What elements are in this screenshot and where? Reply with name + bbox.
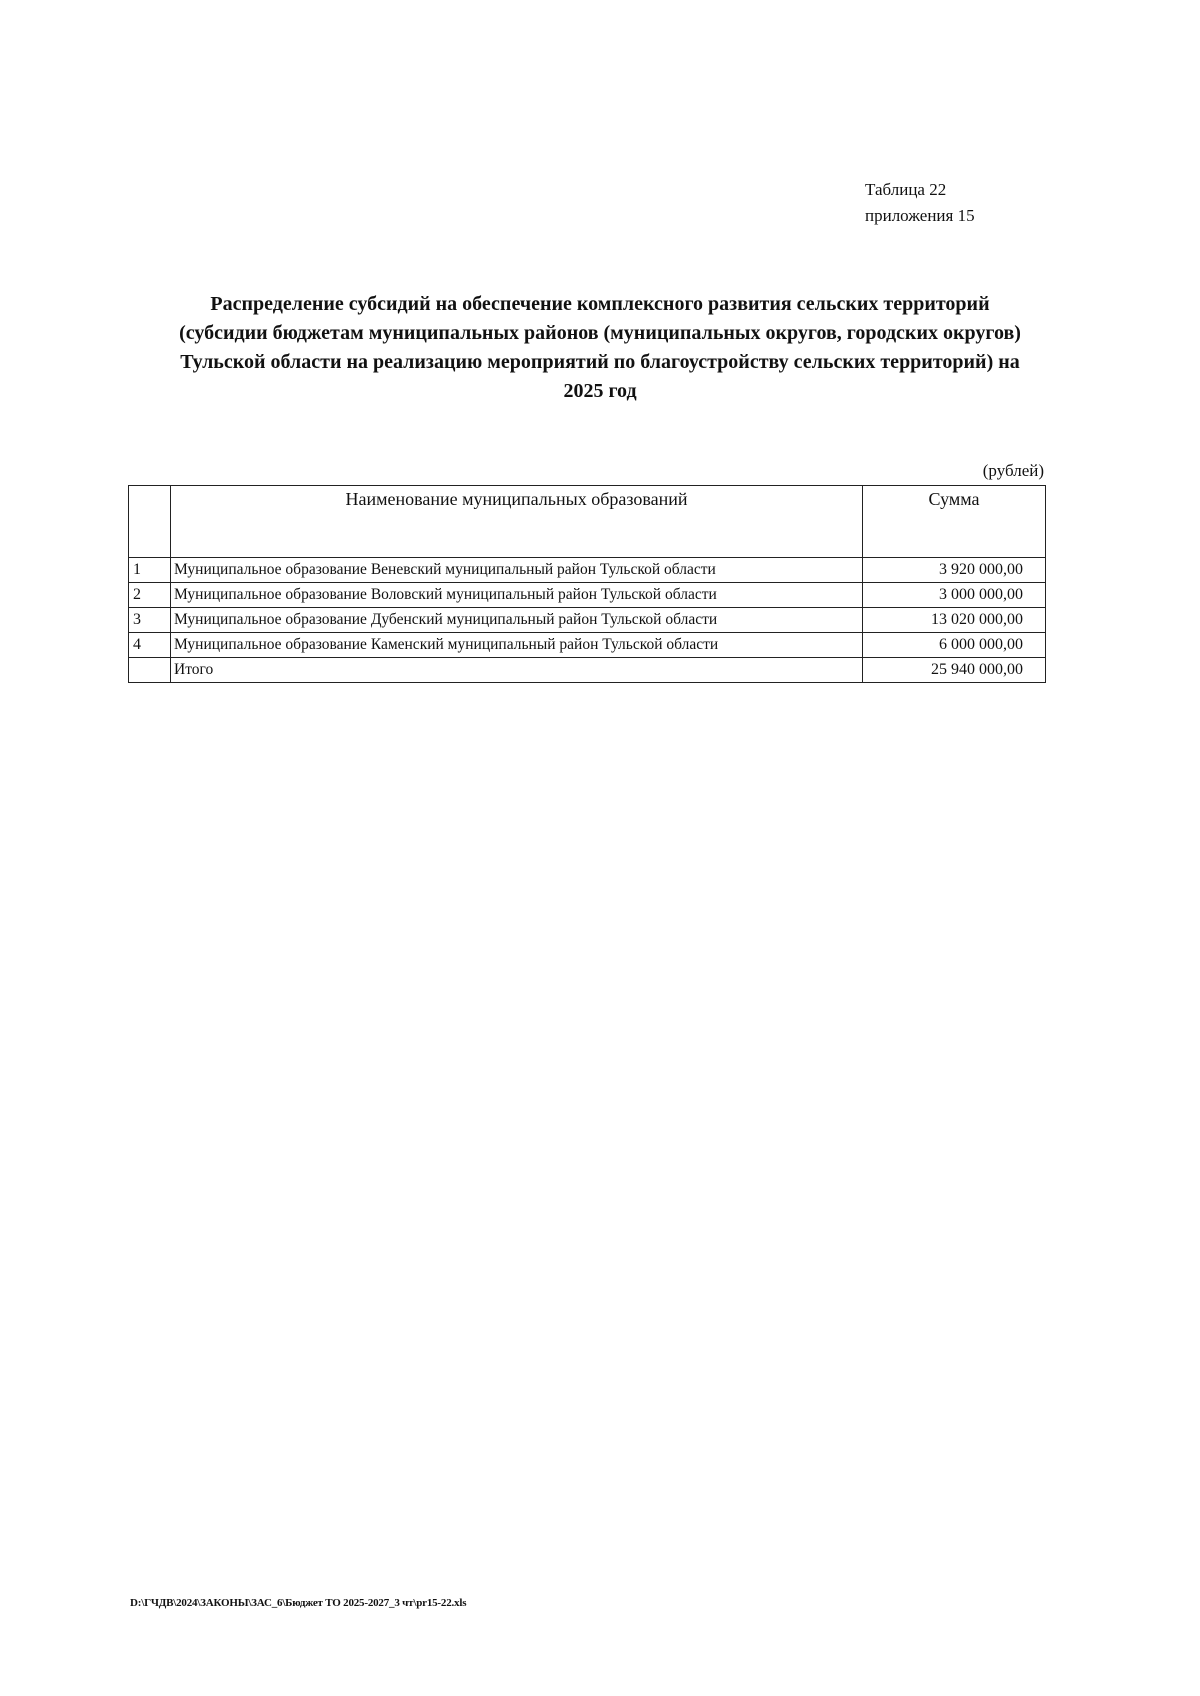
table-total-row — [129, 658, 1046, 683]
column-header-num — [129, 486, 171, 558]
municipality-name: Муниципальное образование Каменский муниципальный район Тульской области — [171, 633, 863, 658]
subsidy-amount: 3 000 000,00 — [863, 583, 1046, 608]
table-row — [129, 583, 1046, 608]
subsidy-amount: 3 920 000,00 — [863, 558, 1046, 583]
table-row — [129, 558, 1046, 583]
subsidy-amount: 13 020 000,00 — [863, 608, 1046, 633]
subsidy-amount: 6 000 000,00 — [863, 633, 1046, 658]
total-amount: 25 940 000,00 — [863, 658, 1046, 683]
row-number: 1 — [129, 558, 171, 583]
row-number: 3 — [129, 608, 171, 633]
total-label: Итого — [171, 658, 863, 683]
municipality-name: Муниципальное образование Веневский муниципальный район Тульской области — [171, 558, 863, 583]
row-number: 4 — [129, 633, 171, 658]
municipality-name: Муниципальное образование Воловский муниципальный район Тульской области — [171, 583, 863, 608]
table-reference — [865, 177, 975, 229]
title-line: (субсидии бюджетам муниципальных районов (муниципальных округов, городских округов) — [179, 322, 1021, 344]
table-header-row — [129, 486, 1046, 558]
subsidy-table — [128, 485, 1046, 683]
appendix-number: приложения 15 — [865, 206, 975, 225]
unit-note: (рублей) — [982, 461, 1044, 480]
column-header-sum: Сумма — [863, 486, 1046, 558]
municipality-name: Муниципальное образование Дубенский муниципальный район Тульской области — [171, 608, 863, 633]
table-number: Таблица 22 — [865, 180, 947, 199]
table-row — [129, 633, 1046, 658]
title-line: Распределение субсидий на обеспечение комплексного развития сельских территорий — [210, 293, 990, 315]
title-line: Тульской области на реализацию мероприятий по благоустройству сельских территорий) на — [180, 351, 1020, 373]
document-title — [130, 290, 1070, 406]
title-line: 2025 год — [563, 380, 637, 402]
total-number — [129, 658, 171, 683]
file-path-footer: D:\ГЧДВ\2024\ЗАКОНЫ\ЗАС_6\Бюджет ТО 2025-2027_3 чт\pr15-22.xls — [130, 1597, 467, 1609]
row-number: 2 — [129, 583, 171, 608]
column-header-name: Наименование муниципальных образований — [171, 486, 863, 558]
table-row — [129, 608, 1046, 633]
